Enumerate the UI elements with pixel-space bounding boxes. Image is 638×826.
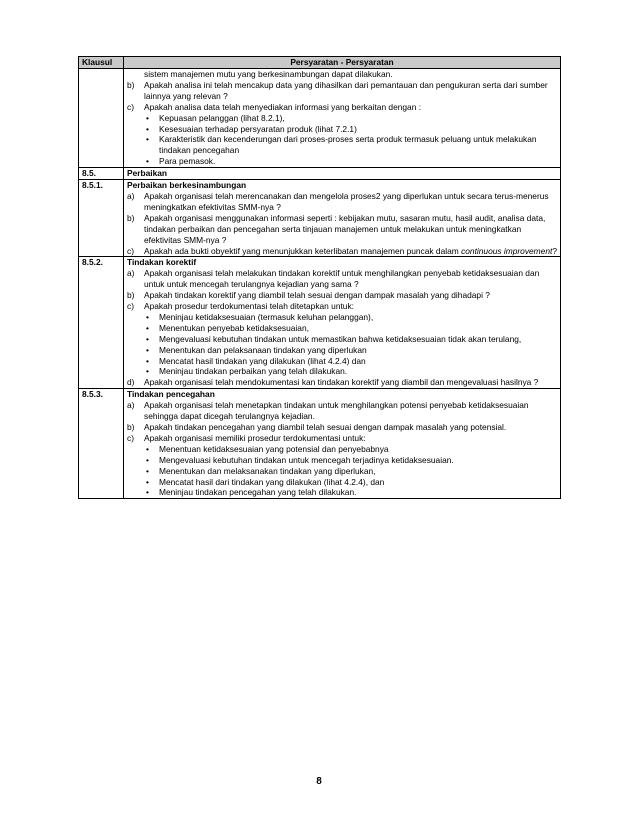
bullet-item [127, 334, 557, 345]
header-persyaratan: Persyaratan - Persyaratan [124, 57, 561, 69]
list-item [127, 268, 557, 290]
item-text: Apakah organisasi telah menetapkan tindakan untuk menghilangkan potensi penyebab ketidaksesuaian sehingga dapat dicegah terulangnya kejadian. [144, 400, 529, 422]
bullet-item [127, 444, 557, 455]
table-row [79, 257, 561, 389]
list-item [127, 191, 557, 213]
item-label: c) [127, 245, 134, 256]
clause-number: 8.5.2. [79, 257, 124, 389]
table-row [79, 69, 561, 168]
item-text: Apakah tindakan korektif yang diambil telah sesuai dengan dampak masalah yang dihadapi ? [144, 290, 490, 301]
item-text: Apakah organisasi telah merencanakan dan mengelola proses2 yang diperlukan untuk secara terus-menerus meningkatkan efektivitas SMM-nya ? [144, 190, 549, 212]
requirement-cell [124, 69, 561, 168]
bullet-icon: • [146, 344, 149, 355]
bullet-icon: • [146, 134, 149, 145]
clause-cell [79, 69, 124, 168]
requirement-cell [124, 180, 561, 257]
item-text: Apakah analisa data telah menyediakan informasi yang berkaitan dengan : [144, 101, 422, 112]
requirement-cell [124, 257, 561, 389]
list-item [127, 301, 557, 312]
bullet-icon: • [146, 311, 149, 322]
bullet-text: Meninjau tindakan pencegahan yang telah dilakukan. [159, 487, 357, 498]
item-label: c) [127, 101, 134, 112]
list-item [127, 422, 557, 433]
bullet-text: Mencatat hasil tindakan yang dilakukan (lihat 4.2.4) dan [159, 355, 366, 366]
bullet-item [127, 356, 557, 367]
table-row [79, 389, 561, 499]
bullet-item [127, 345, 557, 356]
section-title: Perbaikan [124, 168, 561, 180]
section-title: Tindakan korektif [127, 257, 197, 268]
bullet-text: Meninjau ketidaksesuaian (termasuk keluhan pelanggan), [159, 311, 374, 322]
continued-text: sistem manajemen mutu yang berkesinambungan dapat dilakukan. [144, 69, 393, 79]
bullet-text: Meninjau tindakan perbaikan yang telah dilakukan. [159, 366, 348, 377]
table-header-row [79, 57, 561, 69]
item-text: Apakah organisasi memiliki prosedur terdokumentasi untuk: [144, 432, 366, 443]
bullet-icon: • [146, 333, 149, 344]
item-end-text: ? [552, 245, 557, 256]
list-item [127, 290, 557, 301]
bullet-text: Kepuasan pelanggan (lihat 8.2.1), [159, 112, 285, 123]
bullet-text: Para pemasok. [159, 156, 216, 167]
bullet-icon: • [146, 476, 149, 487]
bullet-item [127, 466, 557, 477]
list-item [127, 400, 557, 422]
item-text: Apakah ada bukti obyektif yang menunjukkan keterlibatan manajemen puncak dalam [144, 245, 459, 256]
item-label: c) [127, 301, 134, 312]
item-label: a) [127, 268, 135, 279]
bullet-icon: • [146, 487, 149, 498]
item-text: Apakah organisasi telah melakukan tindakan korektif untuk menghilangkan penyebab ketidaksesuaian dan untuk untuk mencegah terulangnya kejadian yang sama ? [144, 268, 540, 290]
bullet-item [127, 477, 557, 488]
item-label: b) [127, 79, 135, 90]
bullet-text: Mengevaluasi kebutuhan tindakan untuk mencegah terjadinya ketidaksesuaian. [159, 454, 454, 465]
list-item [127, 433, 557, 444]
bullet-item [127, 323, 557, 334]
bullet-icon: • [146, 454, 149, 465]
clause-number: 8.5.3. [79, 389, 124, 499]
bullet-icon: • [146, 366, 149, 377]
bullet-icon: • [146, 465, 149, 476]
bullet-item [127, 113, 557, 124]
item-text: Apakah organisasi menggunakan informasi seperti : kebijakan mutu, sasaran mutu, hasil audit, analisa data, tindakan perbaikan dan pencegahan serta tinjauan manajemen untuk melakukan untuk meningkatkan efektivitas SMM-nya ? [144, 212, 546, 245]
bullet-item [127, 156, 557, 167]
bullet-text: Menentukan dan pelaksanaan tindakan yang diperlukan [159, 344, 367, 355]
bullet-text: Karakteristik dan kecenderungan dari proses-proses serta produk termasuk peluang untuk melakukan tindakan pencegahan [159, 134, 537, 156]
bullet-text: Menentukan penyebab ketidaksesuaian, [159, 322, 309, 333]
bullet-text: Menentukan dan melaksanakan tindakan yang diperlukan, [159, 465, 376, 476]
bullet-icon: • [146, 443, 149, 454]
bullet-icon: • [146, 156, 149, 167]
requirement-cell [124, 389, 561, 499]
item-label: c) [127, 432, 134, 443]
list-item [127, 102, 557, 113]
item-label: b) [127, 290, 135, 301]
bullet-icon: • [146, 322, 149, 333]
item-text: Apakah prosedur terdokumentasi telah ditetapkan untuk: [144, 301, 354, 312]
section-title: Tindakan pencegahan [127, 389, 215, 400]
page-number: 8 [316, 776, 322, 787]
bullet-text: Menentuan ketidaksesuaian yang potensial dan penyebabnya [159, 443, 389, 454]
bullet-item [127, 124, 557, 135]
bullet-item [127, 134, 557, 156]
list-item [127, 377, 557, 388]
table-row [79, 168, 561, 180]
list-item [127, 80, 557, 102]
bullet-item [127, 366, 557, 377]
item-label: b) [127, 422, 135, 432]
bullet-icon: • [146, 123, 149, 134]
clause-number: 8.5.1. [79, 180, 124, 257]
bullet-text: Kesesuaian terhadap persyaratan produk (lihat 7.2.1) [159, 123, 357, 134]
item-text: Apakah tindakan pencegahan yang diambil telah sesuai dengan dampak masalah yang potensial. [144, 422, 507, 432]
clause-number: 8.5. [79, 168, 124, 180]
list-item [127, 213, 557, 246]
item-text: Apakah analisa ini telah mencakup data yang dihasilkan dari pemantauan dan pengukuran serta dari sumber lainnya yang relevan ? [144, 79, 548, 101]
section-title: Perbaikan berkesinambungan [127, 180, 247, 191]
bullet-icon: • [146, 112, 149, 123]
bullet-item [127, 312, 557, 323]
item-label: b) [127, 212, 135, 223]
item-italic-text: continuous improvement [461, 245, 553, 256]
item-label: d) [127, 377, 135, 388]
requirements-table [78, 56, 561, 499]
table-row [79, 180, 561, 257]
bullet-icon: • [146, 355, 149, 366]
bullet-item [127, 487, 557, 498]
bullet-item [127, 455, 557, 466]
bullet-text: Mengevaluasi kebutuhan tindakan untuk memastikan bahwa ketidaksesuaian tidak akan terulang, [159, 333, 522, 344]
item-label: a) [127, 190, 135, 201]
item-label: a) [127, 400, 135, 411]
list-item [127, 246, 557, 257]
item-text: Apakah organisasi telah mendokumentasi kan tindakan korektif yang diambil dan mengevaluasi hasilnya ? [144, 377, 539, 388]
bullet-text: Mencatat hasil dari tindakan yang dilakukan (lihat 4.2.4), dan [159, 476, 385, 487]
header-klausul: Klausul [79, 57, 124, 69]
